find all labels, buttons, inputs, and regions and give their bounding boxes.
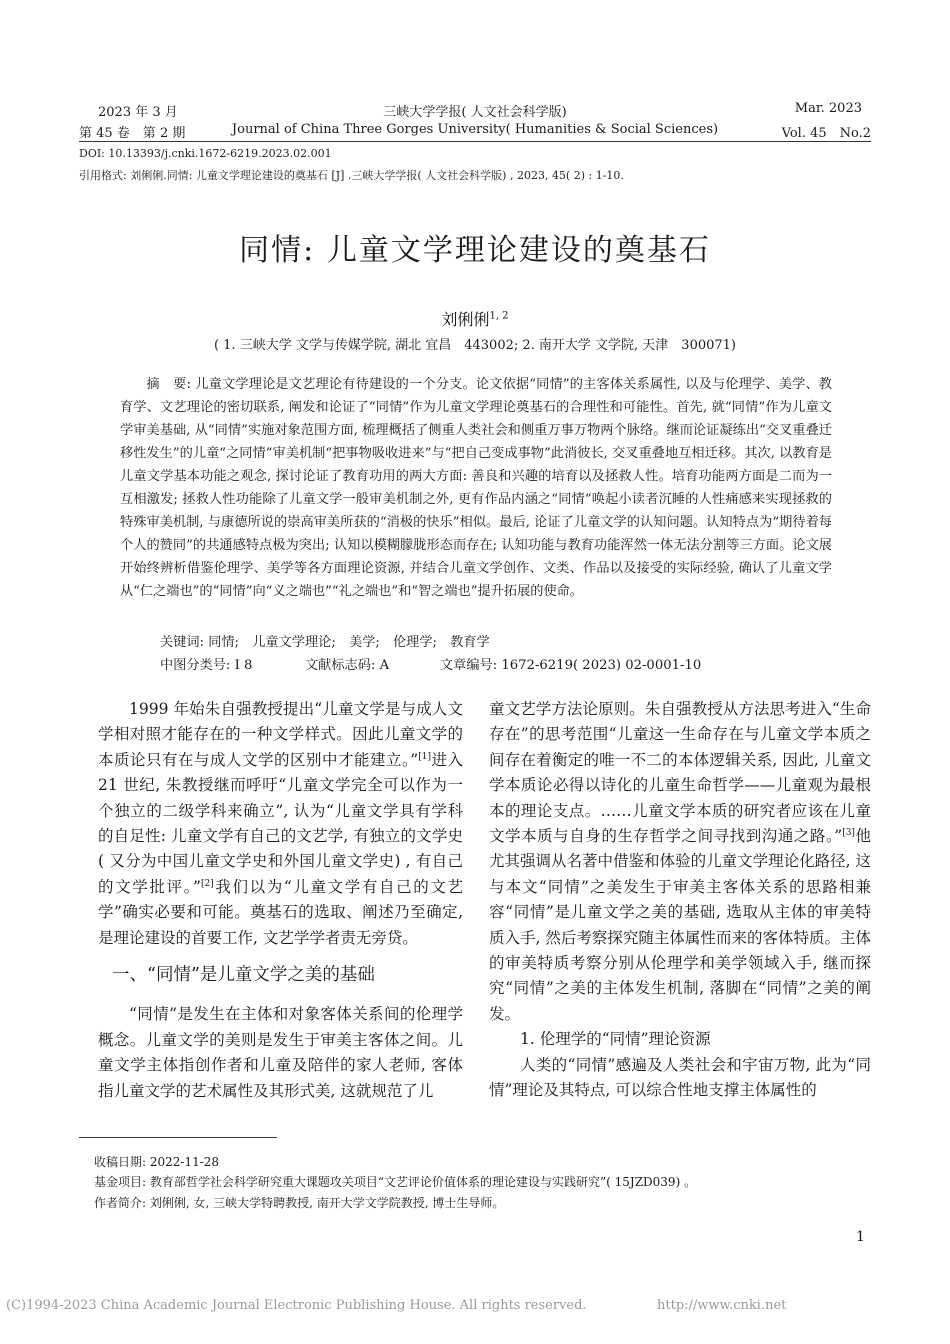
doi: DOI: 10.13393/j.cnki.1672-6219.2023.02.001	[79, 147, 332, 160]
author-line	[0, 307, 950, 330]
paragraph-text: 他尤其强调从名著中借鉴和体验的儿童文学理论化路径, 这与本文“同情”之美发生于审美主客体关系的思路相兼容“同情”是儿童文学之美的基础, 选取从主体的审美特质入手, 然后考察探究随主体属性而来的客体特质。主体的审美特质考察分别从伦理学和美学领域入手, 继而探究“同情”之美的主体发生机制, 落脚在“同情”之美的阐发。	[489, 827, 871, 1023]
footnote-fund: 基金项目: 教育部哲学社会科学研究重大课题攻关项目“文艺评论价值体系的理论建设与实践研究”( 15JZD039) 。	[94, 1175, 697, 1189]
header-date-en: Mar. 2023	[794, 101, 862, 116]
paragraph	[98, 697, 463, 951]
section-heading: 一、“同情”是儿童文学之美的基础	[112, 965, 375, 986]
body-right-column	[489, 697, 871, 1104]
keywords: 关键词: 同情; 儿童文学理论; 美学; 伦理学; 教育学	[160, 635, 490, 650]
copyright-footer: (C)1994-2023 China Academic Journal Electronic Publishing House. All rights reserved.	[6, 1298, 587, 1313]
page-number: 1	[856, 1229, 865, 1245]
header-journal-en: Journal of China Three Gorges University( Humanities & Social Sciences)	[231, 122, 719, 137]
document-code: 文献标志码: A	[305, 658, 390, 673]
footnote-rule	[79, 1137, 277, 1138]
citation: 引用格式: 刘俐俐.同情: 儿童文学理论建设的奠基石 [J] .三峡大学学报( 人文社会科学版) , 2023, 45( 2) : 1-10.	[79, 169, 624, 182]
footnote-bio: 作者简介: 刘俐俐, 女, 三峡大学特聘教授, 南开大学文学院教授, 博士生导师。	[94, 1196, 505, 1210]
header-volume-en: Vol. 45 No.2	[781, 126, 871, 141]
paragraph-text: 童文艺学方法论原则。朱自强教授从方法思考进入“生命存在”的思考范围“儿童这一生命存在与儿童文学本质之间存在着衡定的唯一不二的本体逻辑关系, 因此, 儿童文学本质论必得以诗化的儿童生命哲学——儿童观为最根本的理论支点。……儿童文学本质的研究者应该在儿童文学本质与自身的生存哲学之间寻找到沟通之路。”	[489, 700, 871, 846]
author-name: 刘俐俐	[441, 310, 490, 329]
header-journal-cn: 三峡大学学报( 人文社会科学版)	[383, 105, 567, 120]
paragraph: “同情”是发生在主体和对象客体关系间的伦理学概念。儿童文学的美则是发生于审美主客体之间。儿童文学主体指创作者和儿童及陪伴的家人老师, 客体指儿童文学的艺术属性及其形式美, 这就规范了儿	[98, 1005, 463, 1100]
body-left-column	[98, 697, 463, 1104]
affiliation: ( 1. 三峡大学 文学与传媒学院, 湖北 宜昌 443002; 2. 南开大学 文学院, 天津 300071)	[213, 338, 737, 353]
paragraph-text: 我们以为“儿童文学有自己的文艺学”确实必要和可能。奠基石的选取、阐述乃至确定, 是理论建设的首要工作, 文艺学学者责无旁贷。	[98, 877, 463, 947]
header-volume-cn: 第 45 卷 第 2 期	[79, 126, 186, 141]
footer-url[interactable]: http://www.cnki.net	[657, 1298, 787, 1313]
author-affil-sup: 1, 2	[489, 310, 509, 322]
paragraph	[489, 697, 871, 1027]
paragraph-text: 1999 年始朱自强教授提出“儿童文学是与成人文学相对照才能存在的一种文学样式。因此儿童文学的本质论只有在与成人文学的区别中才能建立。”	[98, 700, 463, 769]
reference-mark: [3]	[842, 827, 855, 838]
header-rule	[79, 141, 871, 142]
abstract: 摘 要: 儿童文学理论是文艺理论有待建设的一个分支。论文依据“同情”的主客体关系属性, 以及与伦理学、美学、教育学、文艺理论的密切联系, 阐发和论证了“同情”作为儿童文学理论奠基石的合理性和可能性。首先, 就“同情”作为儿童文学审美基础, 从“同情”实施对象范围方面, 梳理概括了侧重人类社会和侧重万事万物两个脉络。继而论证凝练出“交叉重叠迁移性发生”的儿童“之同情”审美机制“把事物吸收进来”与“把自己变成事物”此消彼长, 交叉重叠地互相迁移。其次, 以教育是儿童文学基本功能之观念, 探讨论证了教育功用的两大方面: 善良和兴趣的培育以及拯救人性。培育功能两方面是二而为一互相激发; 拯救人性功能除了儿童文学一般审美机制之外, 更有作品内涵之“同情”唤起小读者沉睡的人性痛感来实现拯救的特殊审美机制, 与康德所说的崇高审美所获的“消极的快乐”相似。最后, 论证了儿童文学的认知问题。认知特点为“期待着每个人的赞同”的共通感特点极为突出; 认知以模糊朦胧形态而存在; 认知功能与教育功能浑然一体无法分割等三方面。论文展开始终辨析借鉴伦理学、美学等各方面理论资源, 并结合儿童文学创作、文类、作品以及接受的实际经验, 确认了儿童文学从“仁之端也”的“同情”向“义之端也”“礼之端也”和“智之端也”提升拓展的使命。	[120, 377, 832, 599]
clc-number: 中图分类号: I 8	[160, 658, 253, 673]
reference-mark: [1]	[418, 751, 431, 762]
footnote-received: 收稿日期: 2022-11-28	[94, 1155, 220, 1169]
paragraph: 人类的“同情”感遍及人类社会和宇宙万物, 此为“同情”理论及其特点, 可以综合性地支撑主体属性的	[489, 1055, 871, 1100]
header-date-cn: 2023 年 3 月	[98, 105, 178, 120]
article-title: 同情: 儿童文学理论建设的奠基石	[239, 233, 711, 268]
paragraph-text: 进入 21 世纪, 朱教授继而呼吁“儿童文学完全可以作为一个独立的二级学科来确立”, 认为“儿童文学具有学科的自足性: 儿童文学有自己的文艺学, 有独立的文学史( 又分为中国儿童文学史和外国儿童文学史) , 有自己的文学批评。”	[98, 750, 463, 896]
reference-mark: [2]	[200, 878, 214, 889]
article-number: 文章编号: 1672-6219( 2023) 02-0001-10	[440, 658, 702, 673]
subsection-heading: 1. 伦理学的“同情”理论资源	[520, 1030, 711, 1049]
